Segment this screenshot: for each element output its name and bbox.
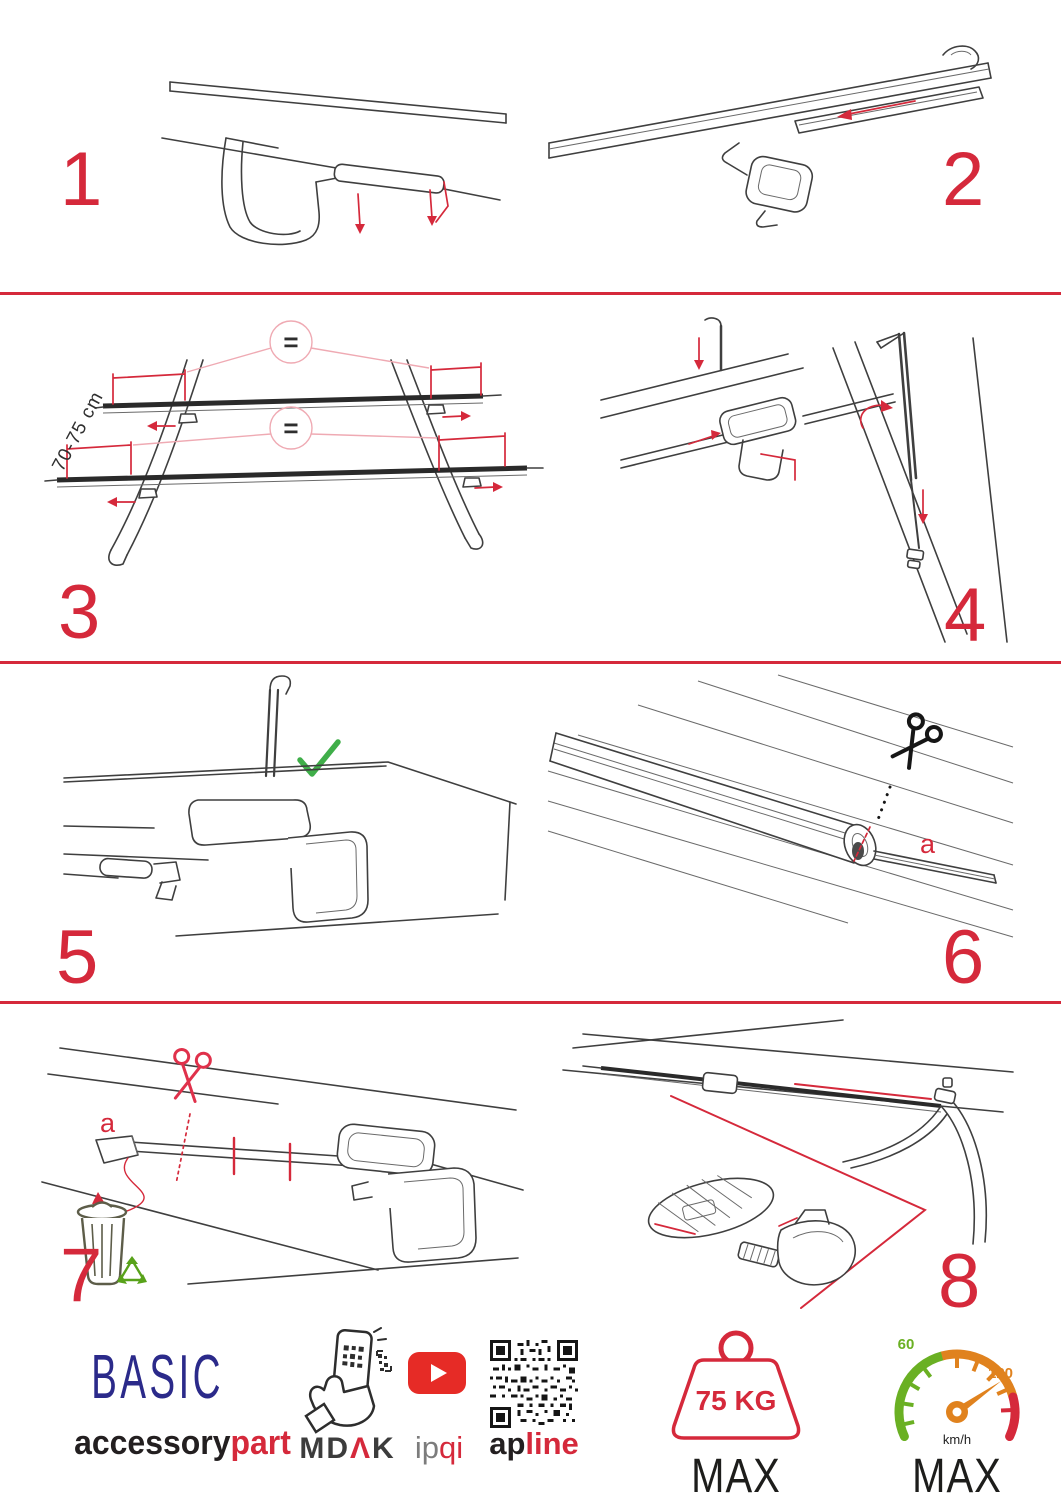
section-divider-3 [0, 1001, 1061, 1004]
cut-label: a [100, 1108, 116, 1138]
cover-strip-drawing [795, 87, 983, 133]
weight-limit-icon [660, 1326, 812, 1448]
speed-unit-label: km/h [942, 1432, 972, 1447]
step-7-number: 7 [60, 1233, 103, 1318]
endcap-inset-drawing [642, 1163, 856, 1284]
allen-key-drawing [266, 676, 290, 776]
clamp-drawing [188, 1123, 518, 1284]
step-1-number: 1 [60, 137, 103, 222]
step-8-number: 8 [938, 1239, 981, 1324]
cut-dots [876, 787, 890, 825]
allen-key-drawing [877, 333, 924, 569]
ipqi-logo: ipqi [414, 1430, 464, 1465]
speed-low-label: 60 [897, 1336, 915, 1353]
scan-qr-phone-icon [298, 1326, 398, 1428]
bar-end-opening [852, 842, 864, 860]
cut-label: a [920, 829, 936, 859]
step-5-illustration [58, 668, 523, 963]
speed-max-label: MAX [912, 1450, 1002, 1500]
step-3-illustration [35, 312, 563, 580]
step-5-number: 5 [56, 915, 99, 1000]
speed-high-label: 120 [988, 1365, 1014, 1382]
equal-spacing-badge [133, 407, 437, 449]
qr-code [490, 1340, 578, 1428]
scissors-icon [886, 712, 944, 773]
apline-logo: apline [489, 1426, 579, 1461]
step-6-number: 6 [942, 915, 985, 1000]
section-divider-1 [0, 292, 1061, 295]
mdak-logo: MDΛK [299, 1432, 396, 1465]
weight-value: 75 KG [695, 1385, 777, 1416]
section-divider-2 [0, 661, 1061, 664]
crossbar-drawing [162, 82, 506, 200]
pin-drawing [694, 318, 721, 370]
step-3-number: 3 [58, 570, 101, 655]
step-4-number: 4 [944, 573, 987, 658]
step-1-illustration [148, 42, 520, 257]
weight-max-label: MAX [691, 1450, 781, 1500]
trim-strip-drawing [96, 1136, 353, 1166]
equal-symbol: = [283, 327, 299, 357]
roof-drawing [563, 1020, 1013, 1244]
brand-logo [58, 1424, 307, 1463]
brand-logo-black: accessory [74, 1424, 231, 1462]
step-2-illustration [543, 25, 1011, 237]
clamp-drawing [689, 396, 798, 480]
clamp-drawing [222, 138, 358, 244]
brand-logo-red: part [230, 1424, 291, 1462]
step-2-number: 2 [942, 137, 985, 222]
dimension-label: 70-75 cm [48, 387, 108, 475]
equal-symbol: = [283, 413, 299, 443]
product-name-logo: BASIC [91, 1341, 224, 1412]
play-icon [431, 1364, 447, 1382]
clamp-drawing [722, 143, 814, 227]
rubber-pad-drawing [334, 163, 445, 193]
side-rails-drawing [109, 360, 483, 565]
roof-ribs-drawing [548, 675, 1013, 937]
youtube-icon [408, 1352, 466, 1394]
clamp-assembly-drawing [99, 800, 368, 922]
speed-limit-gauge [876, 1324, 1038, 1450]
step-7-illustration [38, 1022, 523, 1310]
